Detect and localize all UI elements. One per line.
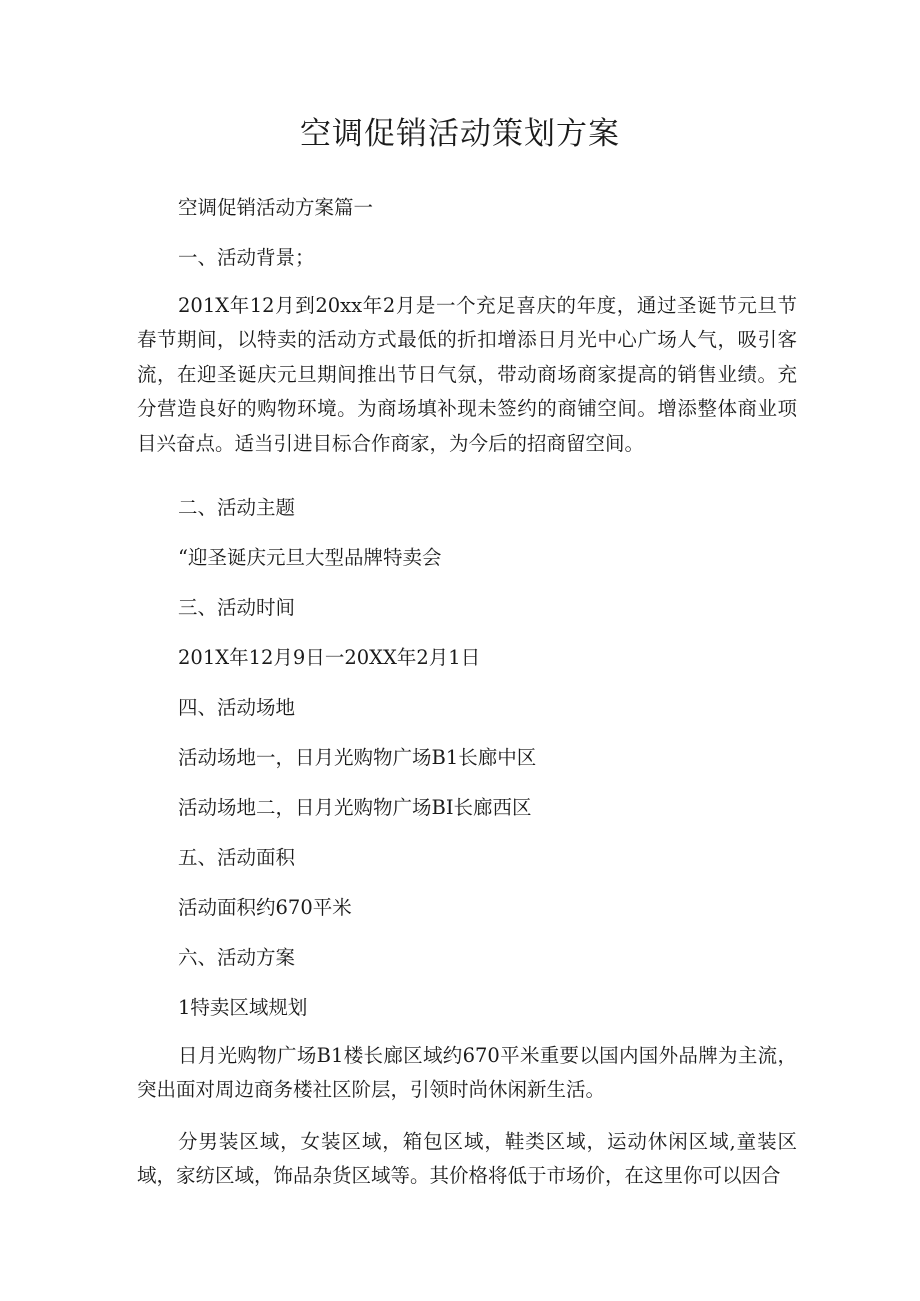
section-body-background: 201X年12月到20xx年2月是一个充足喜庆的年度，通过圣诞节元旦节春节期间，以特卖的活动方式最低的折扣增添日月光中心广场人气，吸引客流，在迎圣诞庆元旦期间推出节日气氛，带动商场商家提高的销售业绩。充分营造良好的购物环境。为商场填补现未签约的商铺空间。增添整体商业项目兴奋点。适当引进目标合作商家，为今后的招商留空间。: [137, 294, 797, 455]
section-heading-background: 一、活动背景；: [178, 246, 315, 269]
section-heading-theme: 二、活动主题: [178, 496, 296, 519]
section-heading-area: 五、活动面积: [178, 846, 296, 869]
section-heading-plan: 六、活动方案: [178, 946, 296, 969]
section-body-theme: “迎圣诞庆元旦大型品牌特卖会: [178, 546, 442, 569]
section-body-area: 活动面积约670平米: [178, 896, 352, 919]
document-title: 空调促销活动策划方案: [300, 116, 620, 152]
section-venue-one: 活动场地一，日月光购物广场B1长廊中区: [178, 746, 537, 769]
section-heading-time: 三、活动时间: [178, 596, 296, 619]
section-venue-two: 活动场地二，日月光购物广场BI长廊西区: [178, 796, 532, 819]
section-subheading-zones: 1特卖区域规划: [178, 996, 308, 1019]
section-body-zones-intro: 日月光购物广场B1楼长廊区域约670平米重要以国内国外品牌为主流，突出面对周边商务楼社区阶层，引领时尚休闲新生活。: [137, 1044, 797, 1102]
document-subtitle: 空调促销活动方案篇一: [178, 196, 374, 219]
section-body-zones-list: 分男装区域，女装区域，箱包区域，鞋类区域，运动休闲区域,童装区域，家纺区域，饰品杂货区域等。其价格将低于市场价，在这里你可以因合: [137, 1130, 797, 1188]
section-heading-venue: 四、活动场地: [178, 696, 296, 719]
section-body-time: 201X年12月9日一20XX年2月1日: [178, 646, 481, 669]
